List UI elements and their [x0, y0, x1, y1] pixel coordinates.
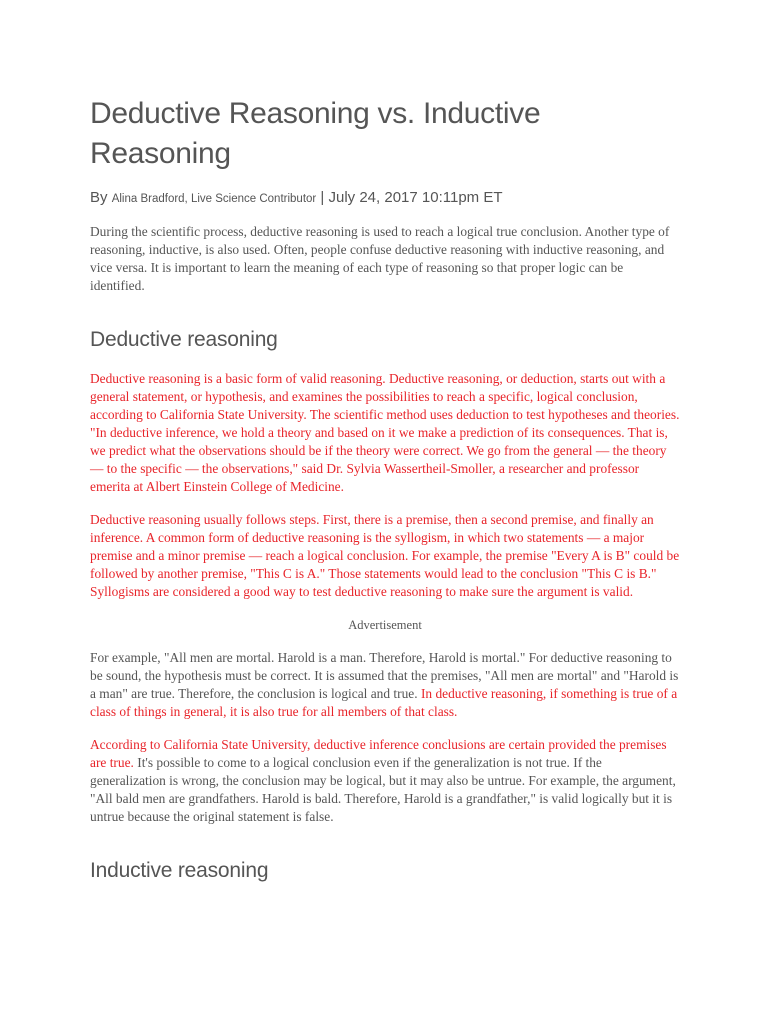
- deductive-paragraph-2: Deductive reasoning usually follows steps. First, there is a premise, then a second premise, and finally an inference. A common form of deductive reasoning is the syllogism, in which two statements — a major premise and a minor premise — reach a logical conclusion. For example, the premise "Every A is B" could be followed by another premise, "This C is A." Those statements would lead to the conclusion "This C is B." Syllogisms are considered a good way to test deductive reasoning to make sure the argument is valid.: [90, 512, 680, 599]
- byline-author[interactable]: Alina Bradford, Live Science Contributor: [111, 193, 317, 205]
- section-heading-deductive: Deductive reasoning: [90, 328, 278, 351]
- byline-separator: |: [320, 189, 325, 206]
- page-title: Deductive Reasoning vs. Inductive Reasoning: [90, 97, 541, 170]
- paragraph-3-text: For example, "All men are mortal. Harold is a man. Therefore, Harold is mortal." For deductive reasoning to be sound, the hypothesis must be correct. It is assumed that the premises, "All men are mortal" and "Harold is a man" are true. Therefore, the conclusion is logical and true.: [90, 650, 679, 701]
- advertisement-label: Advertisement: [348, 618, 422, 632]
- paragraph-3-highlight: In deductive reasoning, if something is true of a class of things in general, it is also true for all members of that class.: [90, 686, 678, 719]
- byline-date: July 24, 2017 10:11pm ET: [328, 189, 503, 206]
- paragraph-4-text: It's possible to come to a logical conclusion even if the generalization is not true. If the generalization is wrong, the conclusion may be logical, but it may also be untrue. For example, the argument, "All bald men are grandfathers. Harold is bald. Therefore, Harold is a grandfather," is valid logically but it is untrue because the original statement is false.: [90, 755, 676, 824]
- article-content: [90, 94, 680, 884]
- deductive-paragraph-3: [90, 649, 680, 721]
- deductive-paragraph-4: [90, 736, 680, 826]
- section-heading-inductive: Inductive reasoning: [90, 859, 269, 882]
- byline-by: By: [90, 189, 108, 206]
- deductive-paragraph-1: Deductive reasoning is a basic form of valid reasoning. Deductive reasoning, or deduction, starts out with a general statement, or hypothesis, and examines the possibilities to reach a specific, logical conclusion, according to California State University. The scientific method uses deduction to test hypotheses and theories. "In deductive inference, we hold a theory and based on it we make a prediction of its consequences. That is, we predict what the observations should be if the theory were correct. We go from the general — the theory — to the specific — the observations," said Dr. Sylvia Wassertheil-Smoller, a researcher and professor emerita at Albert Einstein College of Medicine.: [90, 371, 680, 494]
- paragraph-4-highlight: According to California State University, deductive inference conclusions are certain provided the premises are true.: [90, 737, 667, 770]
- byline: [90, 188, 680, 209]
- intro-paragraph: During the scientific process, deductive reasoning is used to reach a logical true conclusion. Another type of reasoning, inductive, is also used. Often, people confuse deductive reasoning with inductive reasoning, and vice versa. It is important to learn the meaning of each type of reasoning so that proper logic can be identified.: [90, 224, 670, 293]
